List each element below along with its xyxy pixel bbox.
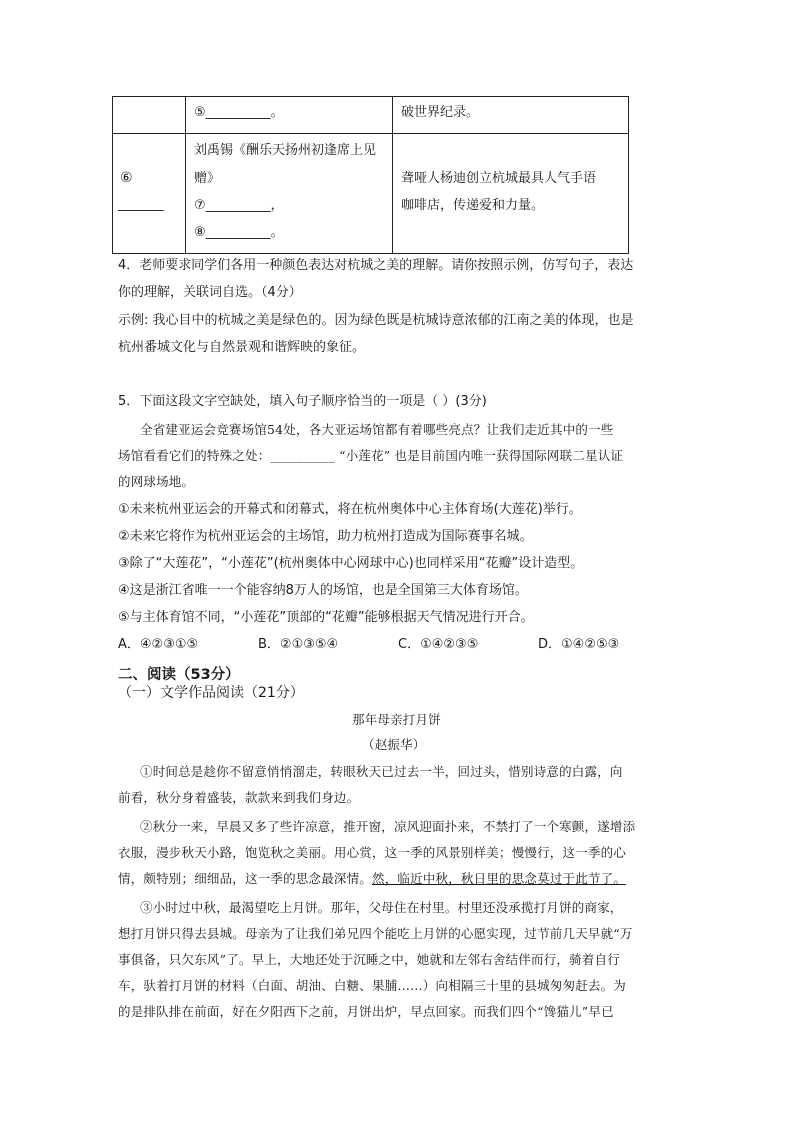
- option-a: A．④②③①⑤: [118, 637, 199, 652]
- table-cell: _______: [118, 197, 164, 212]
- article-paragraph: 前看，秋分身着盛装，款款来到我们身边。: [118, 790, 360, 805]
- question-4-text: 你的理解，关联词自选。（4分）: [118, 285, 302, 300]
- article-paragraph: [118, 869, 626, 887]
- article-paragraph: 衣服，漫步秋天小路，饱览秋之美丽。用心赏，这一季的风景别样美；慢慢行，这一季的心: [118, 845, 627, 860]
- table-border: [112, 133, 629, 134]
- question-4-example: 示例: 我心目中的杭城之美是绿色的。因为绿色既是杭城诗意浓郁的江南之美的体现，也是: [118, 313, 634, 328]
- table-border: [628, 96, 629, 254]
- question-4-text: 4．老师要求同学们各用一种颜色表达对杭城之美的理解。请你按照示例，仿写句子，表达: [118, 258, 634, 273]
- question-5-item: ⑤与主体育馆不同，“小莲花”顶部的“花瓣”能够根据天气情况进行开合。: [118, 610, 534, 625]
- article-paragraph: 事俱备，只欠东风”了。早上，大地还处于沉睡之中，她就和左邻右舍结伴而行，骑着自行: [118, 952, 620, 967]
- table-cell: 赠》: [194, 171, 221, 186]
- paragraph-text: 情，颇特别；细细品，这一季的思念最深情。: [118, 871, 373, 886]
- question-4-example: 杭州番城文化与自然景观和谐辉映的象征。: [118, 340, 366, 355]
- table-cell: ⑦__________，: [194, 198, 284, 213]
- option-b: B．②①③⑤④: [258, 637, 339, 652]
- table-border: [392, 96, 393, 254]
- section-heading: 二、阅读（53分）: [118, 667, 240, 683]
- question-5-item: ①未来杭州亚运会的开幕式和闭幕式，将在杭州奥体中心主体育场(大莲花)举行。: [118, 502, 582, 517]
- table-cell: ⑧__________。: [194, 225, 284, 240]
- article-paragraph: ③小时过中秋，最渴望吃上月饼。那年，父母住在村里。村里还没承揽打月饼的商家，: [140, 900, 623, 915]
- table-border: [112, 96, 113, 254]
- table-cell: 刘禹锡《酬乐天扬州初逢席上见: [194, 143, 377, 158]
- question-5-title: 5．下面这段文字空缺处，填入句子顺序恰当的一项是（ ）(3分): [118, 394, 487, 409]
- table-cell: ⑤__________。: [194, 105, 284, 120]
- question-5-item: ③除了“大莲花”，“小莲花”(杭州奥体中心网球中心)也同样采用“花瓣”设计造型。: [118, 556, 584, 571]
- option-c: C．①④②③⑤: [398, 637, 479, 652]
- table-cell: 聋哑人杨迪创立杭城最具人气手语: [401, 171, 597, 186]
- table-border: [112, 96, 629, 97]
- question-5-passage: 的网球场地。: [118, 474, 195, 489]
- article-paragraph: 车，驮着打月饼的材料（白面、胡油、白糖、果脯……）向相隔三十里的县城匆匆赶去。为: [118, 978, 627, 993]
- article-title: 那年母亲打月饼: [352, 712, 441, 727]
- question-5-item: ④这是浙江省唯一一个能容纳8万人的场馆，也是全国第三大体育场馆。: [118, 583, 528, 598]
- section-subheading: （一）文学作品阅读（21分）: [118, 685, 304, 701]
- table-cell: 破世界纪录。: [401, 105, 480, 120]
- underlined-sentence: 然，临近中秋，秋日里的思念莫过于此节了。: [372, 871, 627, 886]
- question-5-item: ②未来它将作为杭州亚运会的主场馆，助力杭州打造成为国际赛事名城。: [118, 529, 533, 544]
- question-5-passage: 全省建亚运会竞赛场馆54处，各大亚运场馆都有着哪些亮点？让我们走近其中的一些: [140, 422, 614, 437]
- table-border: [112, 253, 629, 254]
- article-author: （赵振华）: [362, 737, 426, 752]
- option-d: D．①④②⑤③: [538, 637, 620, 652]
- article-paragraph: 的是排队排在前面，好在夕阳西下之前，月饼出炉，早点回家。而我们四个“馋猫儿”早已: [118, 1004, 614, 1019]
- table-cell: ⑥: [120, 170, 133, 186]
- table-border: [185, 96, 186, 254]
- table-cell: 咖啡店，传递爱和力量。: [401, 198, 545, 213]
- question-5-passage: 场馆看看它们的特殊之处：__________ “小莲花” 也是目前国内唯一获得国际网联二星认证: [118, 448, 624, 463]
- article-paragraph: 想打月饼只得去县城。母亲为了让我们弟兄四个能吃上月饼的心愿实现，过节前几天早就“万: [118, 926, 633, 941]
- article-paragraph: ①时间总是趁你不留意悄悄溜走，转眼秋天已过去一半，回过头，惜别诗意的白露，向: [140, 764, 623, 779]
- article-paragraph: ②秋分一来，早晨又多了些许凉意，推开窗，凉风迎面扑来，不禁打了一个寒颤，遂增添: [140, 819, 636, 834]
